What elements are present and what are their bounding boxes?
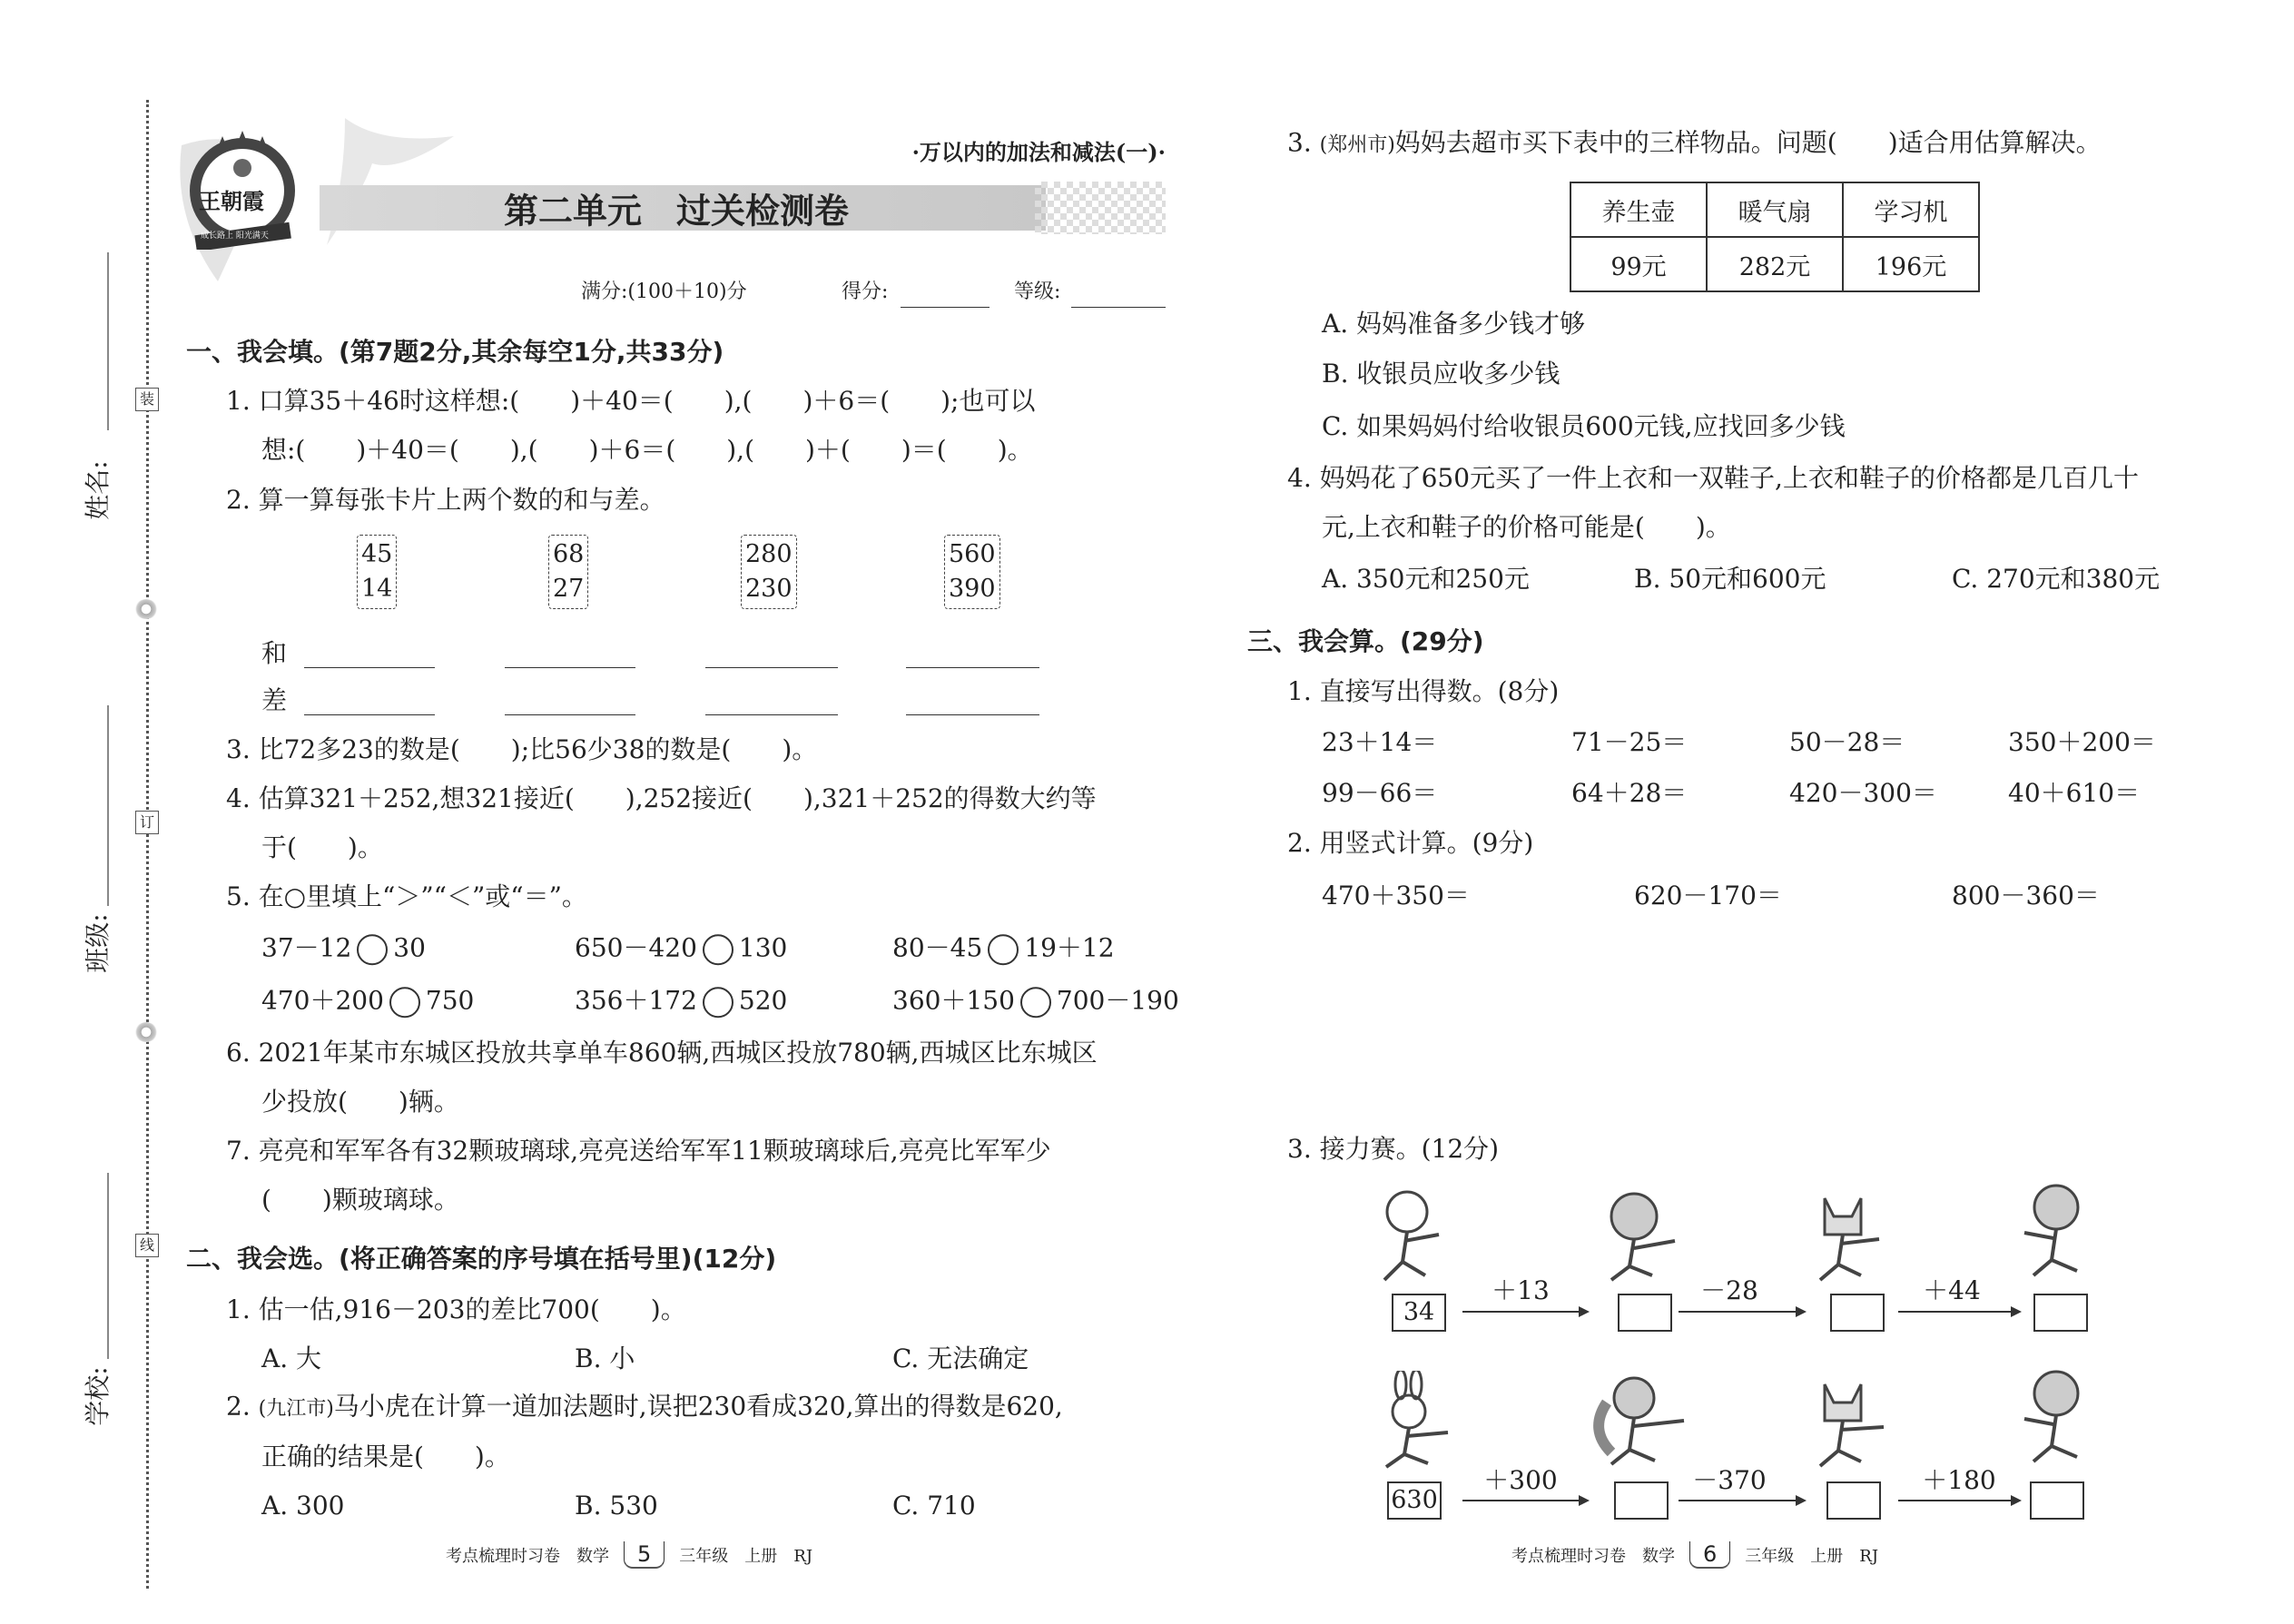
relay-answer-box[interactable] <box>1826 1481 1881 1520</box>
compare-item: 650－420 130 <box>575 932 787 965</box>
logo-text: 王朝霞 <box>199 188 264 214</box>
score-field[interactable] <box>901 307 989 308</box>
relay-start-box: 34 <box>1392 1294 1446 1332</box>
compare-item: 356＋172 520 <box>575 985 787 1018</box>
arrow-right-icon <box>1462 1500 1588 1501</box>
squirrel-runner-icon <box>1584 1366 1693 1471</box>
option: A. 妈妈准备多少钱才够 <box>1322 309 1586 339</box>
section1-heading: 一、我会填。(第7题2分,其余每空1分,共33分) <box>186 337 724 367</box>
compare-item: 360＋150 700－190 <box>892 985 1179 1018</box>
logo <box>186 127 300 250</box>
option: A. 大 <box>261 1343 322 1373</box>
arrow-right-icon <box>1898 1500 2020 1501</box>
relay-op: －28 <box>1700 1275 1758 1305</box>
compare-circle[interactable] <box>1020 987 1051 1018</box>
relay-op: ＋44 <box>1923 1275 1981 1305</box>
oral-item: 50－28＝ <box>1789 727 1905 757</box>
seal-char-zhuang: 装 <box>135 388 159 411</box>
number-card: 68 27 <box>548 535 588 609</box>
grade-field[interactable] <box>1071 307 1166 308</box>
sum-answer-line[interactable] <box>705 667 838 668</box>
diff-answer-line[interactable] <box>304 714 435 715</box>
unit-subtitle: ·万以内的加法和减法(一)· <box>911 139 1166 165</box>
diff-label: 差 <box>261 685 288 715</box>
option: B. 小 <box>575 1343 635 1373</box>
compare-circle[interactable] <box>357 934 388 965</box>
oral-item: 23＋14＝ <box>1322 727 1438 757</box>
relay-op: －370 <box>1692 1465 1767 1495</box>
page-title: 第二单元 过关检测卷 <box>503 191 850 231</box>
compare-circle[interactable] <box>703 987 733 1018</box>
option: A. 300 <box>261 1491 345 1521</box>
logo-slogan: 成长路上 阳光满天 <box>201 231 269 241</box>
compare-item: 37－12 30 <box>261 932 426 965</box>
table-cell: 196元 <box>1843 237 1979 291</box>
s1-q4-line1: 4. 估算321＋252,想321接近( ),252接近( ),321＋252的得数大约等 <box>226 783 1097 813</box>
arrow-right-icon <box>1679 1500 1805 1501</box>
diff-answer-line[interactable] <box>906 714 1039 715</box>
footer-left: 考点梳理时习卷 数学 5 三年级 上册 RJ <box>446 1541 813 1567</box>
oral-item: 40＋610＝ <box>2008 778 2141 808</box>
section2-heading: 二、我会选。(将正确答案的序号填在括号里)(12分) <box>186 1244 777 1274</box>
compare-circle[interactable] <box>988 934 1019 965</box>
fox-runner-icon <box>1797 1185 1897 1284</box>
relay-answer-box[interactable] <box>1618 1294 1672 1332</box>
grade-label: 等级: <box>1014 281 1061 303</box>
school-label: 学校: <box>83 1366 113 1426</box>
price-table <box>1570 182 1980 292</box>
s1-q2: 2. 算一算每张卡片上两个数的和与差。 <box>226 485 665 515</box>
seal-char-ding: 订 <box>135 811 159 834</box>
arrow-right-icon <box>1679 1311 1805 1313</box>
s1-q6-line2: 少投放( )辆。 <box>261 1087 459 1117</box>
s3-q1: 1. 直接写出得数。(8分) <box>1287 676 1560 706</box>
boy-runner-icon <box>1366 1185 1466 1284</box>
relay-start-box: 630 <box>1387 1481 1442 1520</box>
class-label: 班级: <box>83 913 113 973</box>
name-label: 姓名: <box>83 460 113 520</box>
table-cell: 99元 <box>1570 237 1707 291</box>
fox-runner-icon <box>1797 1371 1897 1471</box>
diff-answer-line[interactable] <box>705 714 838 715</box>
option: C. 270元和380元 <box>1952 564 2161 594</box>
oral-item: 64＋28＝ <box>1571 778 1688 808</box>
s1-q4-line2: 于( )。 <box>261 832 383 862</box>
compare-item: 80－45 19＋12 <box>892 932 1115 965</box>
oral-item: 350＋200＝ <box>2008 727 2156 757</box>
table-header: 学习机 <box>1843 182 1979 237</box>
option: B. 收银员应收多少钱 <box>1322 359 1561 389</box>
oral-item: 420－300＝ <box>1789 778 1937 808</box>
option: A. 350元和250元 <box>1322 564 1530 594</box>
vertical-item: 470＋350＝ <box>1322 881 1470 910</box>
full-score: 满分:(100＋10)分 <box>581 281 747 303</box>
vertical-item: 800－360＝ <box>1952 881 2100 910</box>
seal-char-xian: 线 <box>135 1234 159 1257</box>
relay-answer-box[interactable] <box>2030 1481 2084 1520</box>
page-number: 5 <box>624 1541 665 1569</box>
checker-decoration <box>1035 182 1166 234</box>
number-card: 45 14 <box>357 535 397 609</box>
class-field[interactable] <box>107 705 109 906</box>
binding-dotted-line <box>146 100 149 1589</box>
binding-circle-icon <box>134 599 158 619</box>
s1-q7-line2: ( )颗玻璃球。 <box>261 1185 459 1215</box>
compare-item: 470＋200 750 <box>261 985 474 1018</box>
sum-answer-line[interactable] <box>505 667 635 668</box>
vertical-item: 620－170＝ <box>1634 881 1782 910</box>
s2-q4-line2: 元,上衣和鞋子的价格可能是( )。 <box>1322 512 1731 542</box>
option: C. 如果妈妈付给收银员600元钱,应找回多少钱 <box>1322 411 1846 441</box>
school-field[interactable] <box>107 1173 109 1359</box>
tiger-runner-icon <box>2006 1366 2106 1466</box>
option: B. 530 <box>575 1491 658 1521</box>
diff-answer-line[interactable] <box>505 714 635 715</box>
oral-item: 71－25＝ <box>1571 727 1688 757</box>
s3-q2: 2. 用竖式计算。(9分) <box>1287 828 1534 858</box>
s1-q1-line1: 1. 口算35＋46时这样想:( )＋40＝( ),( )＋6＝( );也可以 <box>226 386 1036 416</box>
bird-runner-icon <box>1589 1185 1689 1284</box>
s2-q2-line2: 正确的结果是( )。 <box>261 1442 510 1471</box>
relay-op: ＋300 <box>1483 1465 1558 1495</box>
relay-answer-box[interactable] <box>2033 1294 2088 1332</box>
footer-right: 考点梳理时习卷 数学 6 三年级 上册 RJ <box>1511 1541 1879 1567</box>
relay-op: ＋13 <box>1492 1275 1550 1305</box>
relay-answer-box[interactable] <box>1614 1481 1669 1520</box>
s2-q2-line1: 2. (九江市)马小虎在计算一道加法题时,误把230看成320,算出的得数是620, <box>226 1391 1063 1422</box>
page-number: 6 <box>1689 1541 1730 1569</box>
table-header: 暖气扇 <box>1707 182 1843 237</box>
arrow-right-icon <box>1898 1311 2020 1313</box>
s1-q5: 5. 在○里填上“＞”“＜”或“＝”。 <box>226 881 587 911</box>
number-card: 280 230 <box>741 535 797 609</box>
option: C. 710 <box>892 1491 976 1521</box>
option: B. 50元和600元 <box>1634 564 1826 594</box>
option: C. 无法确定 <box>892 1343 1029 1373</box>
s2-q1: 1. 估一估,916－203的差比700( )。 <box>226 1294 686 1324</box>
binding-circle-icon <box>134 1022 158 1042</box>
sum-answer-line[interactable] <box>906 667 1039 668</box>
name-field[interactable] <box>107 252 109 430</box>
section3-heading: 三、我会算。(29分) <box>1247 626 1484 656</box>
s2-q3: 3. (郑州市)妈妈去超市买下表中的三样物品。问题( )适合用估算解决。 <box>1287 127 2102 158</box>
compare-circle[interactable] <box>703 934 733 965</box>
s3-q3: 3. 接力赛。(12分) <box>1287 1134 1500 1164</box>
rabbit-runner-icon <box>1366 1371 1466 1471</box>
score-label: 得分: <box>842 281 889 303</box>
compare-circle[interactable] <box>389 987 420 1018</box>
table-cell: 282元 <box>1707 237 1843 291</box>
sum-answer-line[interactable] <box>304 667 435 668</box>
tiger-runner-icon <box>2006 1180 2106 1280</box>
table-header: 养生壶 <box>1570 182 1707 237</box>
s1-q3: 3. 比72多23的数是( );比56少38的数是( )。 <box>226 734 818 764</box>
s1-q6-line1: 6. 2021年某市东城区投放共享单车860辆,西城区投放780辆,西城区比东城区 <box>226 1038 1098 1068</box>
number-card: 560 390 <box>944 535 1000 609</box>
s1-q1-line2: 想:( )＋40＝( ),( )＋6＝( ),( )＋( )＝( )。 <box>261 435 1033 465</box>
relay-answer-box[interactable] <box>1830 1294 1885 1332</box>
s2-q4-line1: 4. 妈妈花了650元买了一件上衣和一双鞋子,上衣和鞋子的价格都是几百几十 <box>1287 463 2139 493</box>
arrow-right-icon <box>1462 1311 1588 1313</box>
s1-q7-line1: 7. 亮亮和军军各有32颗玻璃球,亮亮送给军军11颗玻璃球后,亮亮比军军少 <box>226 1136 1051 1166</box>
sum-label: 和 <box>261 638 288 668</box>
oral-item: 99－66＝ <box>1322 778 1438 808</box>
relay-op: ＋180 <box>1922 1465 1996 1495</box>
